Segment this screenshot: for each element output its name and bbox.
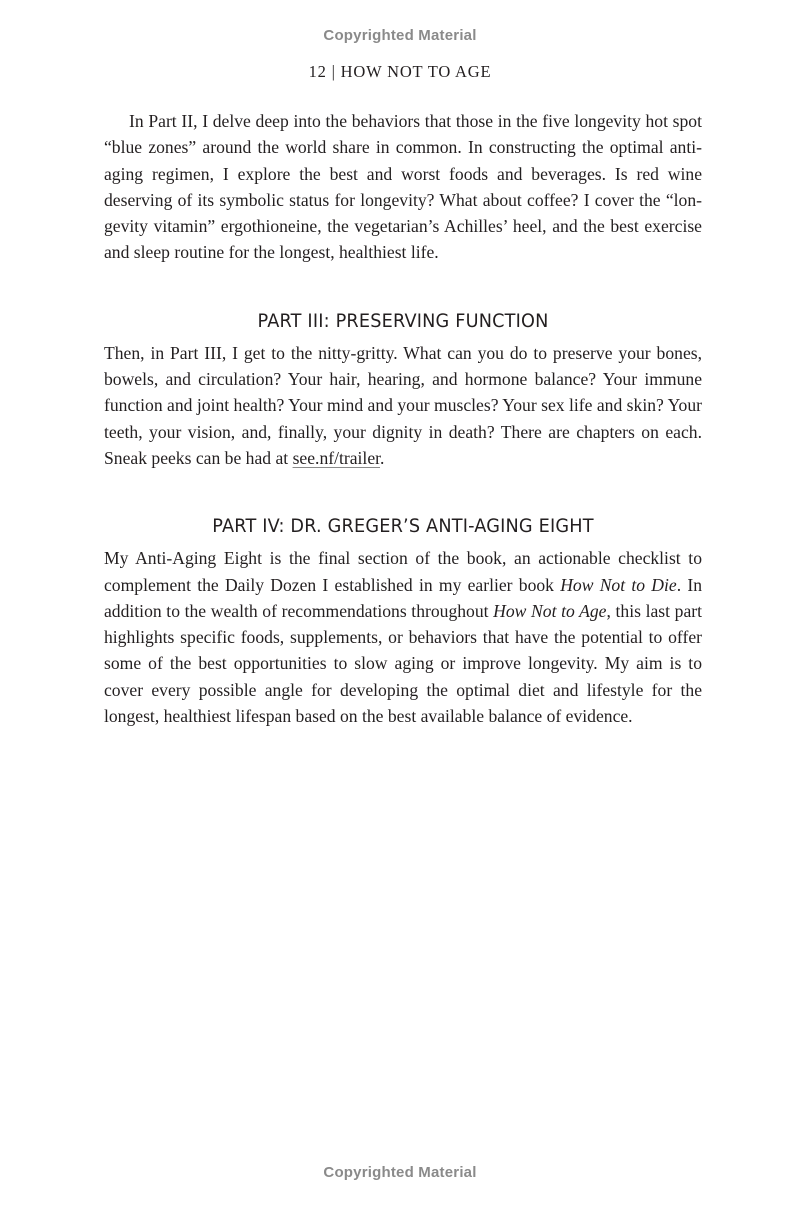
part-four-text-1: My Anti-Aging Eight is the final section of the book, an actionable checklist to complement the Daily Dozen I established in my earlier book [104, 548, 702, 595]
part-four-text-3: , this last part highlights specific foods, supplements, or behaviors that have the potential to offer some of the best opportunities to slow aging or improve longevity. My aim is to cover every possible angle for developing the optimal diet and lifestyle for the longest, healthiest lifespan based on the best available balance of evidence. [104, 600, 703, 727]
part-four-heading: PART IV: DR. GREGER’S ANTI-AGING EIGHT [212, 515, 594, 538]
part-three-paragraph [104, 340, 702, 471]
part-three-text-end: . [380, 447, 385, 468]
book-title-how-not-to-age: How Not to Age [493, 600, 607, 621]
part-four-text-2: . In addition to the wealth of recommendations throughout [104, 574, 703, 621]
book-title-how-not-to-die: How Not to Die [560, 574, 677, 595]
trailer-link[interactable]: see.nf/trailer [292, 447, 381, 468]
page-body [104, 108, 702, 729]
running-head: 12 | HOW NOT TO AGE [308, 62, 492, 81]
part-four-paragraph [104, 545, 702, 729]
copyright-watermark-top: Copyrighted Material [323, 27, 477, 44]
part-three-text: Then, in Part III, I get to the nitty-gritty. What can you do to preserve your bones, bowels, and circulation? Your hair, hearing, and hormone balance? Your immune function and joint health? Your mind and your muscles? Your sex life and skin? Your teeth, your vision, and, finally, your dignity in death? There are chapters on each. Sneak peeks can be had at [104, 342, 702, 468]
intro-paragraph: In Part II, I delve deep into the behaviors that those in the five longevity hot spot “blue zones” around the world share in common. In constructing the optimal anti-aging regimen, I explore the best and worst foods and beverages. Is red wine deserving of its symbolic status for longevity? What about coffee? I cover the “lon-gevity vitamin” ergothioneine, the vegetarian’s Achilles’ heel, and the best exercise and sleep routine for the longest, healthiest life. [104, 111, 702, 263]
copyright-watermark-bottom: Copyrighted Material [323, 1164, 477, 1181]
part-three-heading: PART III: PRESERVING FUNCTION [257, 309, 549, 332]
